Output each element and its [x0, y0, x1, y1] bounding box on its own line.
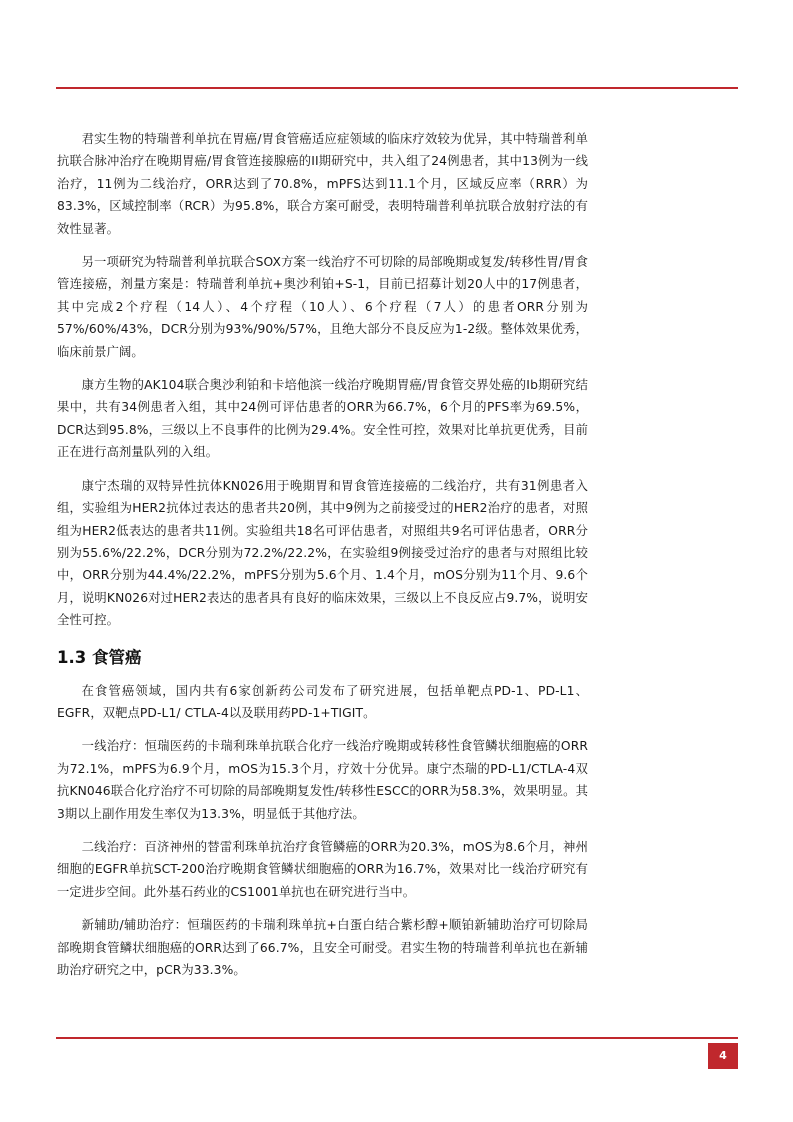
page-number: 4 [708, 1043, 738, 1069]
paragraph-junshi-gastric: 君实生物的特瑞普利单抗在胃癌/胃食管癌适应症领域的临床疗效较为优异，其中特瑞普利单抗联合脉冲治疗在晚期胃癌/胃食管连接腺癌的II期研究中，共入组了24例患者，其中13例为一线治疗，11例为二线治疗，ORR达到了70.8%，mPFS达到11.1个月，区域反应率（RRR）为83.3%，区域控制率（RCR）为95.8%，联合方案可耐受，表明特瑞普利单抗联合放射疗法的有效性显著。 [57, 132, 588, 236]
paragraph-akeso-ak104: 康方生物的AK104联合奥沙利铂和卡培他滨一线治疗晚期胃癌/胃食管交界处癌的Ⅰb期研究结果中，共有34例患者入组，其中24例可评估患者的ORR为66.7%，6个月的PFS率为69.5%，DCR达到95.8%，三级以上不良事件的比例为29.4%。安全性可控，效果对比单抗更优秀，目前正在进行高剂量队列的入组。 [57, 378, 588, 460]
section-heading-esophageal: 1.3 食管癌 [57, 647, 142, 667]
footer-rule [56, 1037, 738, 1039]
paragraph-alphamab-kn026: 康宁杰瑞的双特异性抗体KN026用于晚期胃和胃食管连接癌的二线治疗，共有31例患者入组，实验组为HER2抗体过表达的患者共20例，其中9例为之前接受过的HER2治疗的患者，对照组为HER2低表达的患者共11例。实验组共18名可评估患者，对照组共9名可评估患者，ORR分别为55.6%/22.2%，DCR分别为72.2%/22.2%，在实验组9例接受过治疗的患者与对照组比较中，ORR分别为44.4%/22.2%，mPFS分别为5.6个月、1.4个月，mOS分别为11个月、9.6个月，说明KN026对过HER2表达的患者具有良好的临床效果，三级以上不良反应占9.7%，说明安全性可控。 [57, 478, 588, 628]
paragraph-second-line: 二线治疗：百济神州的替雷利珠单抗治疗食管鳞癌的ORR为20.3%，mOS为8.6个月，神州细胞的EGFR单抗SCT-200治疗晚期食管鳞状细胞癌的ORR为16.7%，效果对比一线治疗研究有一定进步空间。此外基石药业的CS1001单抗也在研究进行当中。 [57, 839, 588, 899]
header-rule [56, 87, 738, 89]
paragraph-sox-regimen: 另一项研究为特瑞普利单抗联合SOX方案一线治疗不可切除的局部晚期或复发/转移性胃/胃食管连接癌，剂量方案是：特瑞普利单抗+奥沙利铂+S-1，目前已招募计划20人中的17例患者，其中完成2个疗程（14人）、4个疗程（10人）、6个疗程（7人）的患者ORR分别为57%/60%/43%，DCR分别为93%/90%/57%，且绝大部分不良反应为1-2级。整体效果优秀，临床前景广阔。 [57, 255, 588, 359]
paragraph-neoadjuvant: 新辅助/辅助治疗：恒瑞医药的卡瑞利珠单抗+白蛋白结合紫杉醇+顺铂新辅助治疗可切除局部晚期食管鳞状细胞癌的ORR达到了66.7%，且安全可耐受。君实生物的特瑞普利单抗也在新辅助治疗研究之中，pCR为33.3%。 [57, 918, 588, 977]
document-body [57, 128, 588, 992]
paragraph-first-line: 一线治疗：恒瑞医药的卡瑞利珠单抗联合化疗一线治疗晚期或转移性食管鳞状细胞癌的ORR为72.1%，mPFS为6.9个月，mOS为15.3个月，疗效十分优异。康宁杰瑞的PD-L1/CTLA-4双抗KN046联合化疗治疗不可切除的局部晚期复发性/转移性ESCC的ORR为58.3%，效果明显。其3期以上副作用发生率仅为13.3%，明显低于其他疗法。 [57, 739, 588, 821]
paragraph-esophageal-overview: 在食管癌领域，国内共有6家创新药公司发布了研究进展，包括单靶点PD-1、PD-L1、EGFR，双靶点PD-L1/ CTLA-4以及联用药PD-1+TIGIT。 [57, 683, 588, 720]
